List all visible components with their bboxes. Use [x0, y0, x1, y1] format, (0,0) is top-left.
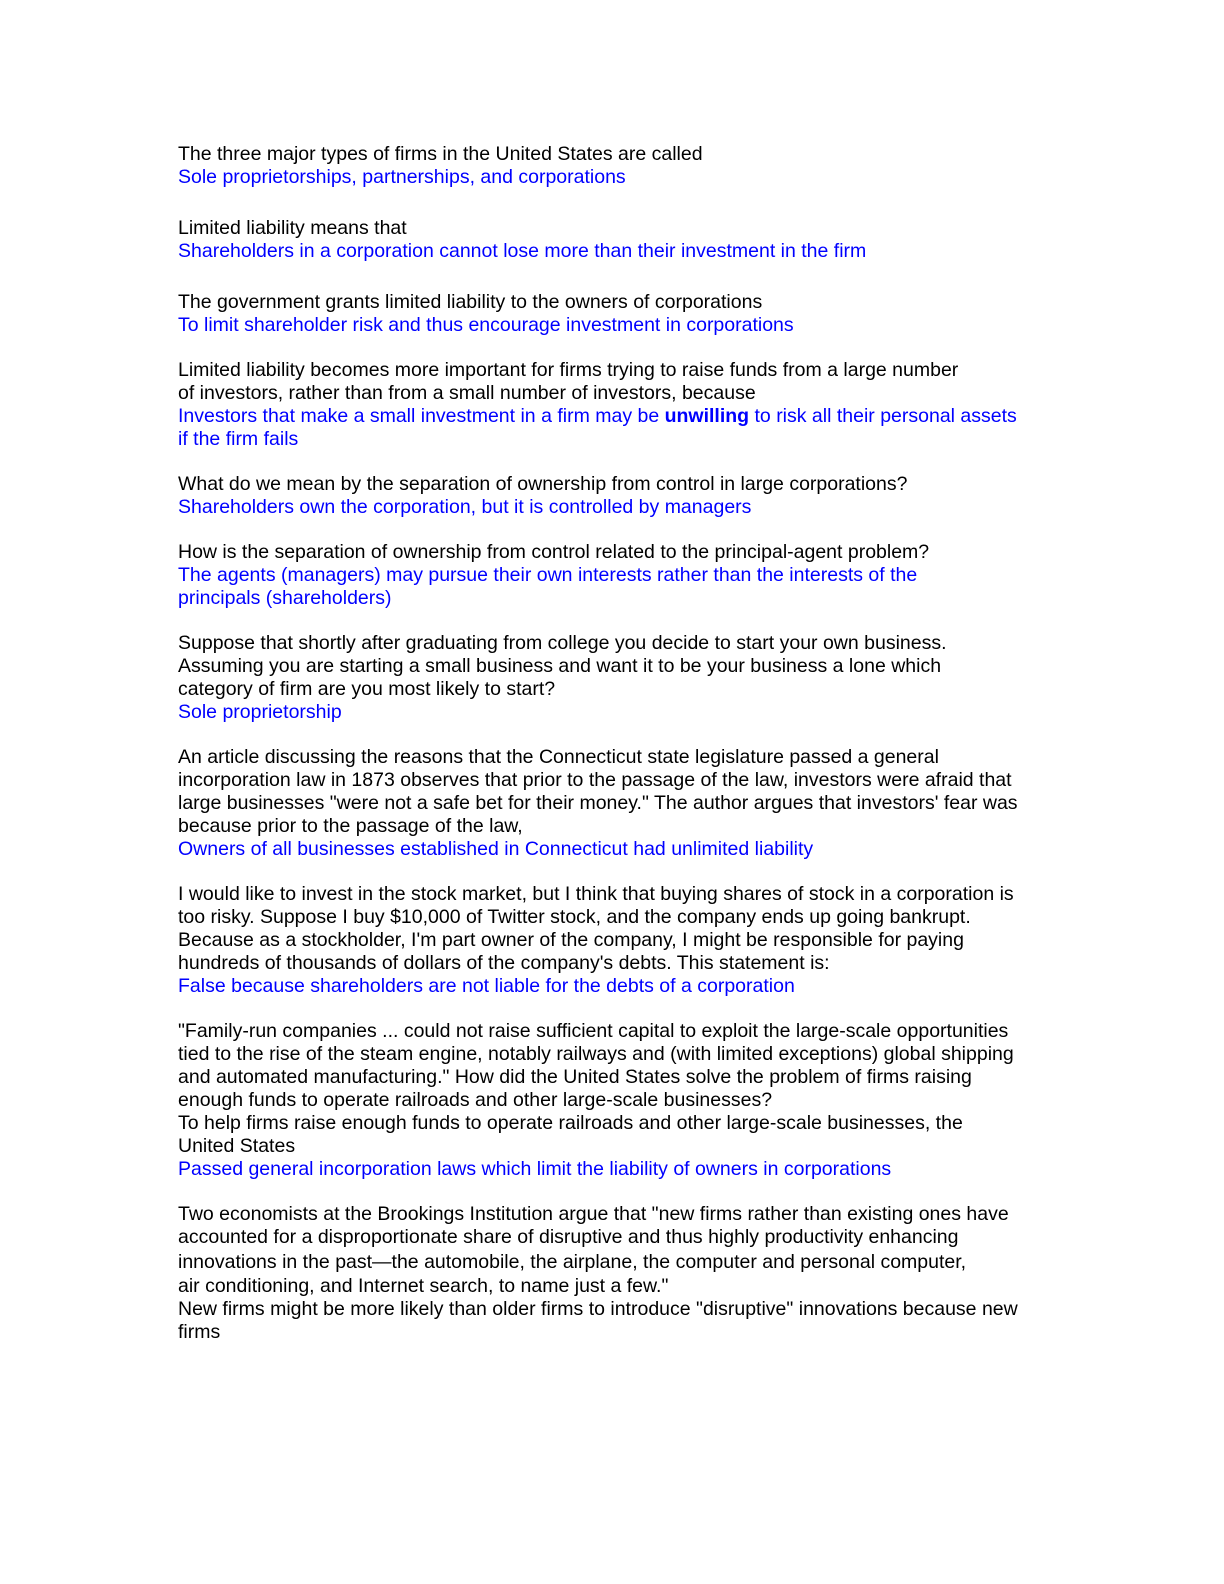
document-page: [178, 143, 1048, 1344]
answer-text: Shareholders own the corporation, but it is controlled by managers: [178, 496, 752, 518]
question-text: Assuming you are starting a small business and want it to be your business a lone which: [178, 655, 942, 677]
answer-text: Sole proprietorships, partnerships, and corporations: [178, 166, 626, 188]
question-text: tied to the rise of the steam engine, notably railways and (with limited exceptions) global shipping: [178, 1043, 1014, 1065]
qa-item-9: [178, 883, 1048, 998]
answer-text: principals (shareholders): [178, 587, 392, 609]
qa-item-8: [178, 746, 1048, 861]
question-text: of investors, rather than from a small number of investors, because: [178, 382, 756, 404]
question-text: To help firms raise enough funds to operate railroads and other large-scale businesses, the: [178, 1112, 963, 1134]
question-text: Limited liability becomes more important for firms trying to raise funds from a large number: [178, 359, 959, 381]
qa-item-6: [178, 541, 1048, 610]
question-text: and automated manufacturing." How did the United States solve the problem of firms raising: [178, 1066, 972, 1088]
question-text: I would like to invest in the stock market, but I think that buying shares of stock in a corporation is: [178, 883, 1014, 905]
question-text: air conditioning, and Internet search, to name just a few.": [178, 1275, 669, 1297]
answer-text: The agents (managers) may pursue their own interests rather than the interests of the: [178, 564, 918, 586]
question-text: The government grants limited liability to the owners of corporations: [178, 291, 763, 313]
answer-text: To limit shareholder risk and thus encourage investment in corporations: [178, 314, 794, 336]
question-text: accounted for a disproportionate share of disruptive and thus highly productivity enhancing: [178, 1226, 959, 1248]
answer-text: [178, 405, 1048, 428]
answer-text-part: to risk all their personal assets: [749, 405, 1017, 427]
qa-item-7: [178, 632, 1048, 724]
question-text: innovations in the past—the automobile, the airplane, the computer and personal computer,: [178, 1251, 967, 1273]
answer-emphasis: unwilling: [664, 405, 750, 427]
question-text: large businesses "were not a safe bet for their money." The author argues that investors' fear was: [178, 792, 1018, 814]
question-text: enough funds to operate railroads and other large-scale businesses?: [178, 1089, 773, 1111]
qa-item-2: [178, 217, 1048, 263]
question-text: "Family-run companies ... could not raise sufficient capital to exploit the large-scale opportunities: [178, 1020, 1009, 1042]
qa-item-11: [178, 1203, 1048, 1344]
question-text: New firms might be more likely than older firms to introduce "disruptive" innovations because new: [178, 1298, 1018, 1320]
question-text: What do we mean by the separation of ownership from control in large corporations?: [178, 473, 908, 495]
question-text: too risky. Suppose I buy $10,000 of Twitter stock, and the company ends up going bankrupt.: [178, 906, 971, 928]
question-text: The three major types of firms in the United States are called: [178, 143, 703, 165]
answer-text: Shareholders in a corporation cannot lose more than their investment in the firm: [178, 240, 867, 262]
answer-text: Sole proprietorship: [178, 701, 342, 723]
qa-item-10: [178, 1020, 1048, 1181]
qa-item-4: [178, 359, 1048, 451]
question-text: hundreds of thousands of dollars of the company's debts. This statement is:: [178, 952, 830, 974]
qa-item-3: [178, 291, 1048, 337]
question-text: How is the separation of ownership from control related to the principal-agent problem?: [178, 541, 930, 563]
question-text: Two economists at the Brookings Institution argue that "new firms rather than existing ones have: [178, 1203, 1009, 1225]
answer-text: Owners of all businesses established in Connecticut had unlimited liability: [178, 838, 814, 860]
question-text: incorporation law in 1873 observes that prior to the passage of the law, investors were afraid that: [178, 769, 1012, 791]
question-text: An article discussing the reasons that the Connecticut state legislature passed a general: [178, 746, 939, 768]
qa-item-1: [178, 143, 1048, 189]
question-text: Suppose that shortly after graduating from college you decide to start your own business.: [178, 632, 947, 654]
question-text: firms: [178, 1321, 221, 1343]
answer-text: Passed general incorporation laws which limit the liability of owners in corporations: [178, 1158, 892, 1180]
answer-text: False because shareholders are not liable for the debts of a corporation: [178, 975, 795, 997]
answer-text-part: Investors that make a small investment in a firm may be: [178, 405, 665, 427]
question-text: United States: [178, 1135, 296, 1157]
question-text: Because as a stockholder, I'm part owner of the company, I might be responsible for paying: [178, 929, 964, 951]
question-text: Limited liability means that: [178, 217, 407, 239]
question-text: category of firm are you most likely to start?: [178, 678, 556, 700]
question-text: because prior to the passage of the law,: [178, 815, 523, 837]
answer-text: if the firm fails: [178, 428, 299, 450]
qa-item-5: [178, 473, 1048, 519]
